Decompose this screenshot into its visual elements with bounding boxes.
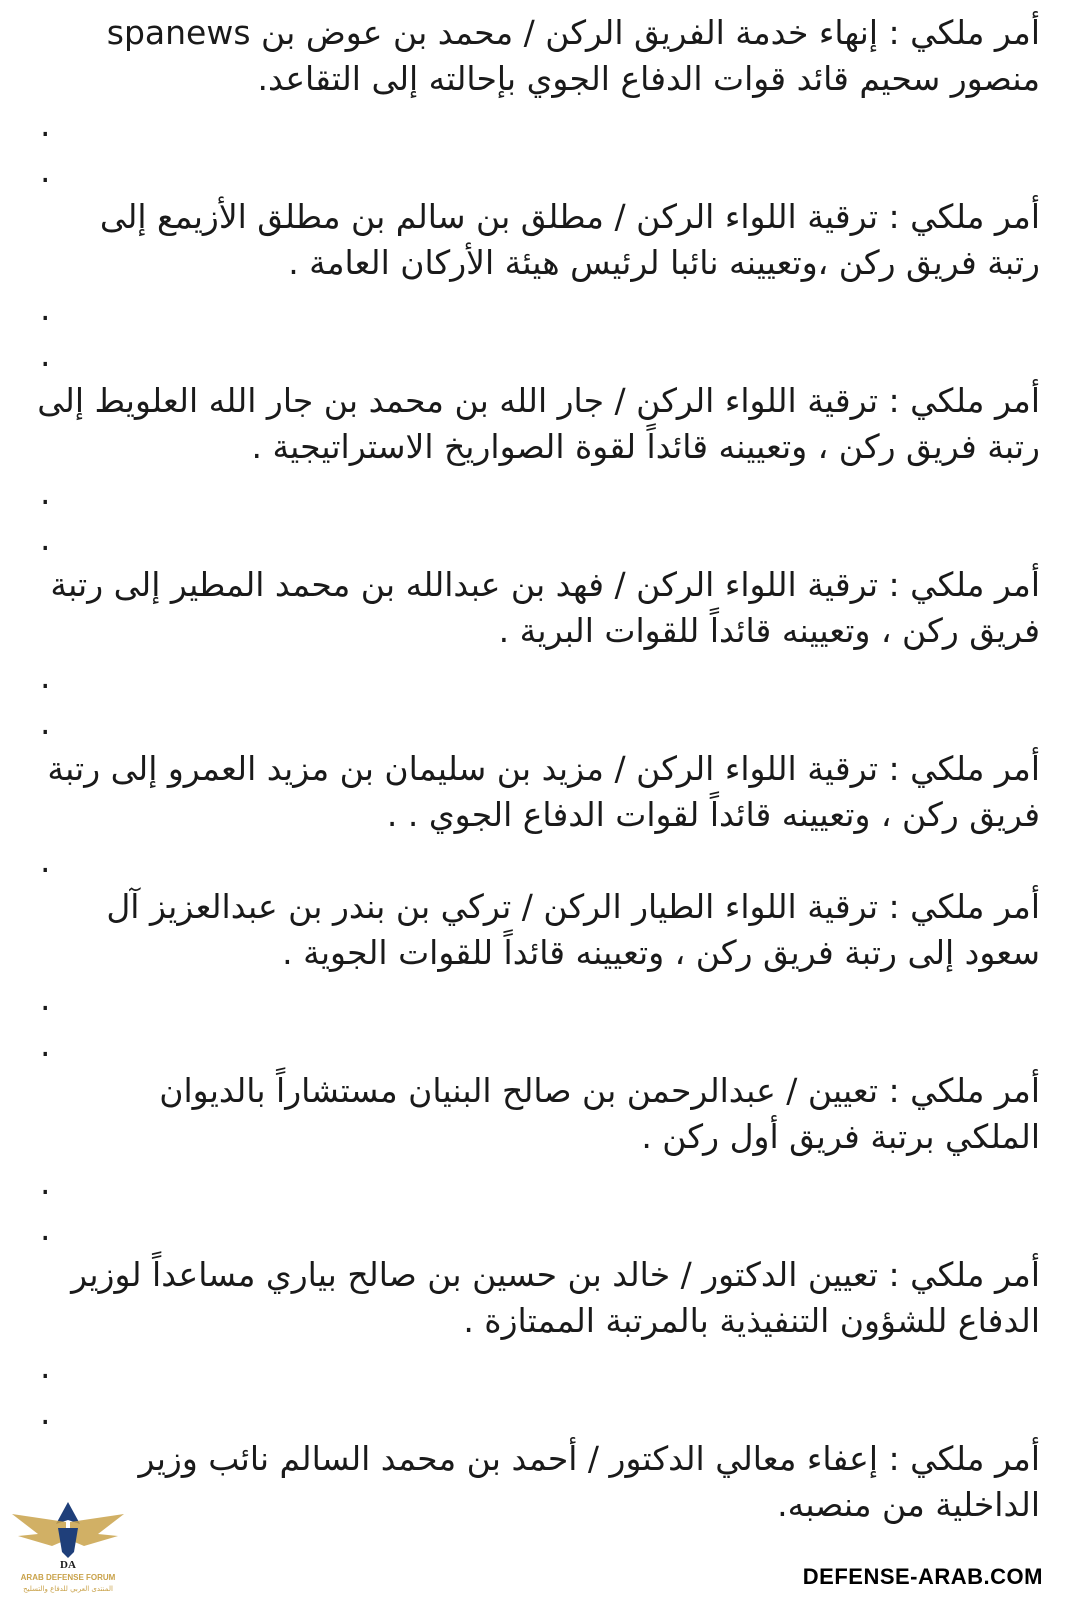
svg-text:المنتدى العربي للدفاع والتسليح: المنتدى العربي للدفاع والتسليح	[23, 1585, 113, 1593]
order-text-line: فريق ركن ، وتعيينه قائداً للقوات البرية .	[498, 611, 1040, 650]
royal-order-paragraph	[40, 884, 1040, 976]
svg-text:ARAB DEFENSE FORUM: ARAB DEFENSE FORUM	[20, 1573, 116, 1582]
order-text-line: فريق ركن ، وتعيينه قائداً لقوات الدفاع الجوي . .	[386, 795, 1040, 834]
order-text-line: الملكي برتبة فريق أول ركن .	[641, 1117, 1040, 1156]
site-watermark: DEFENSE-ARAB.COM	[802, 1564, 1043, 1589]
order-text-line: رتبة فريق ركن ، وتعيينه قائداً لقوة الصواريخ الاستراتيجية .	[251, 427, 1040, 466]
separator-dot: .	[40, 1393, 51, 1432]
royal-order-paragraph	[40, 746, 1040, 838]
separator-dot: .	[40, 1209, 51, 1248]
separator-dot: .	[40, 473, 51, 512]
order-text-line: أمر ملكي : إنهاء خدمة الفريق الركن / محمد بن عوض بن spanews	[106, 13, 1040, 52]
separator-dot: .	[40, 979, 51, 1018]
separator-dot: .	[40, 519, 51, 558]
royal-order-paragraph	[40, 562, 1040, 654]
order-text-line: أمر ملكي : إعفاء معالي الدكتور / أحمد بن محمد السالم نائب وزير	[138, 1439, 1040, 1478]
order-text-line: أمر ملكي : تعيين / عبدالرحمن بن صالح البنيان مستشاراً بالديوان	[159, 1071, 1040, 1110]
separator-dot: .	[40, 335, 51, 374]
order-text-line: الدفاع للشؤون التنفيذية بالمرتبة الممتازة .	[463, 1301, 1040, 1340]
separator-dot: .	[40, 1025, 51, 1064]
order-text-line: أمر ملكي : ترقية اللواء الركن / مطلق بن سالم بن مطلق الأزيمع إلى	[99, 197, 1040, 236]
order-text-line: أمر ملكي : ترقية اللواء الركن / مزيد بن سليمان بن مزيد العمرو إلى رتبة	[47, 749, 1040, 788]
svg-text:DA: DA	[60, 1559, 76, 1571]
separator-dot: .	[40, 841, 51, 880]
royal-order-paragraph	[40, 194, 1040, 286]
separator-dot: .	[40, 151, 51, 190]
order-text-line: أمر ملكي : ترقية اللواء الطيار الركن / تركي بن بندر بن عبدالعزيز آل	[106, 887, 1040, 926]
separator-dot: .	[40, 289, 51, 328]
royal-order-paragraph	[40, 1252, 1040, 1344]
royal-order-paragraph	[37, 378, 1040, 470]
order-text-line: منصور سحيم قائد قوات الدفاع الجوي بإحالته إلى التقاعد.	[257, 59, 1040, 98]
order-text-line: أمر ملكي : ترقية اللواء الركن / جار الله بن محمد بن جار الله العلويط إلى	[37, 381, 1040, 420]
royal-order-paragraph	[40, 1436, 1040, 1528]
separator-dot: .	[40, 703, 51, 742]
order-text-line: الداخلية من منصبه.	[777, 1485, 1040, 1524]
separator-dot: .	[40, 657, 51, 696]
royal-orders-document	[37, 10, 1040, 1528]
separator-dot: .	[40, 105, 51, 144]
order-text-line: أمر ملكي : ترقية اللواء الركن / فهد بن عبدالله بن محمد المطير إلى رتبة	[50, 565, 1040, 604]
eagle-emblem-icon	[8, 1494, 128, 1594]
separator-dot: .	[40, 1163, 51, 1202]
separator-dot: .	[40, 1347, 51, 1386]
royal-order-paragraph	[40, 1068, 1040, 1160]
royal-order-paragraph	[40, 10, 1040, 102]
arab-defense-forum-logo	[8, 1494, 128, 1594]
order-text-line: سعود إلى رتبة فريق ركن ، وتعيينه قائداً للقوات الجوية .	[282, 933, 1040, 972]
order-text-line: أمر ملكي : تعيين الدكتور / خالد بن حسين بن صالح بياري مساعداً لوزير	[71, 1255, 1040, 1294]
order-text-line: رتبة فريق ركن ،وتعيينه نائبا لرئيس هيئة الأركان العامة .	[288, 243, 1040, 282]
